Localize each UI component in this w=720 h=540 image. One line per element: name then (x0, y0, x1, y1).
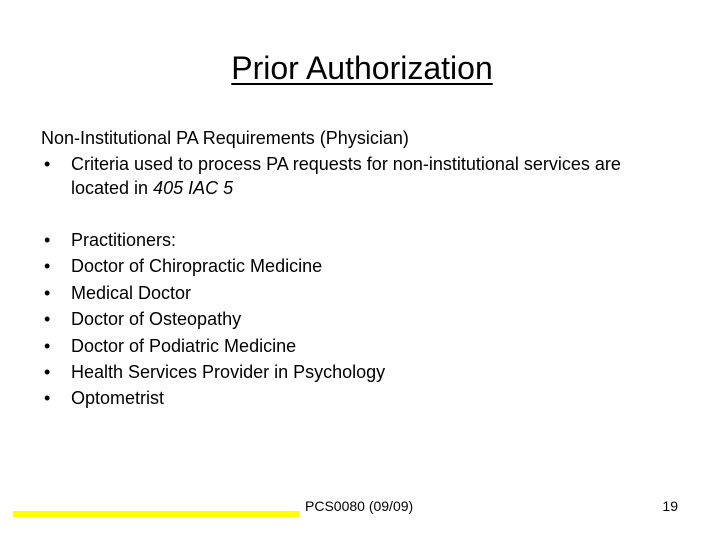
provider-label: Doctor of Chiropractic Medicine (71, 256, 323, 277)
footer-code: PCS0080 (09/09) (305, 498, 414, 514)
bullet-marker: • (44, 335, 51, 356)
slide-title (0, 48, 720, 88)
bullet-marker: • (44, 256, 51, 277)
bullet-marker: • (44, 362, 51, 383)
bullet-marker: • (44, 154, 51, 174)
provider-label: Doctor of Osteopathy (71, 309, 242, 330)
list-item (41, 227, 541, 253)
list-item (41, 253, 541, 279)
list-item (41, 280, 541, 306)
slide-title-text: Prior Authorization (231, 50, 493, 86)
bullet-marker: • (44, 282, 51, 303)
provider-label: Doctor of Podiatric Medicine (71, 335, 297, 356)
footer-accent-bar (13, 511, 300, 517)
provider-label: Optometrist (71, 388, 165, 409)
criteria-list (41, 152, 681, 200)
bullet-marker: • (44, 309, 51, 330)
bullet-marker: • (44, 230, 51, 250)
provider-label: Health Services Provider in Psychology (71, 362, 386, 383)
criteria-text: Criteria used to process PA requests for non-institutional services are located in (71, 154, 621, 198)
criteria-reference: 405 IAC 5 (153, 178, 234, 198)
intro-heading: Non-Institutional PA Requirements (Physician) (41, 128, 409, 148)
provider-list (41, 227, 541, 412)
bullet-marker: • (44, 388, 51, 409)
page-number: 19 (662, 498, 678, 514)
provider-label: Medical Doctor (71, 282, 192, 303)
list-item (41, 306, 541, 332)
list-item (41, 333, 541, 359)
list-item (41, 385, 541, 411)
list-item (41, 359, 541, 385)
criteria-item (41, 152, 681, 200)
provider-label: Practitioners: (71, 230, 177, 250)
